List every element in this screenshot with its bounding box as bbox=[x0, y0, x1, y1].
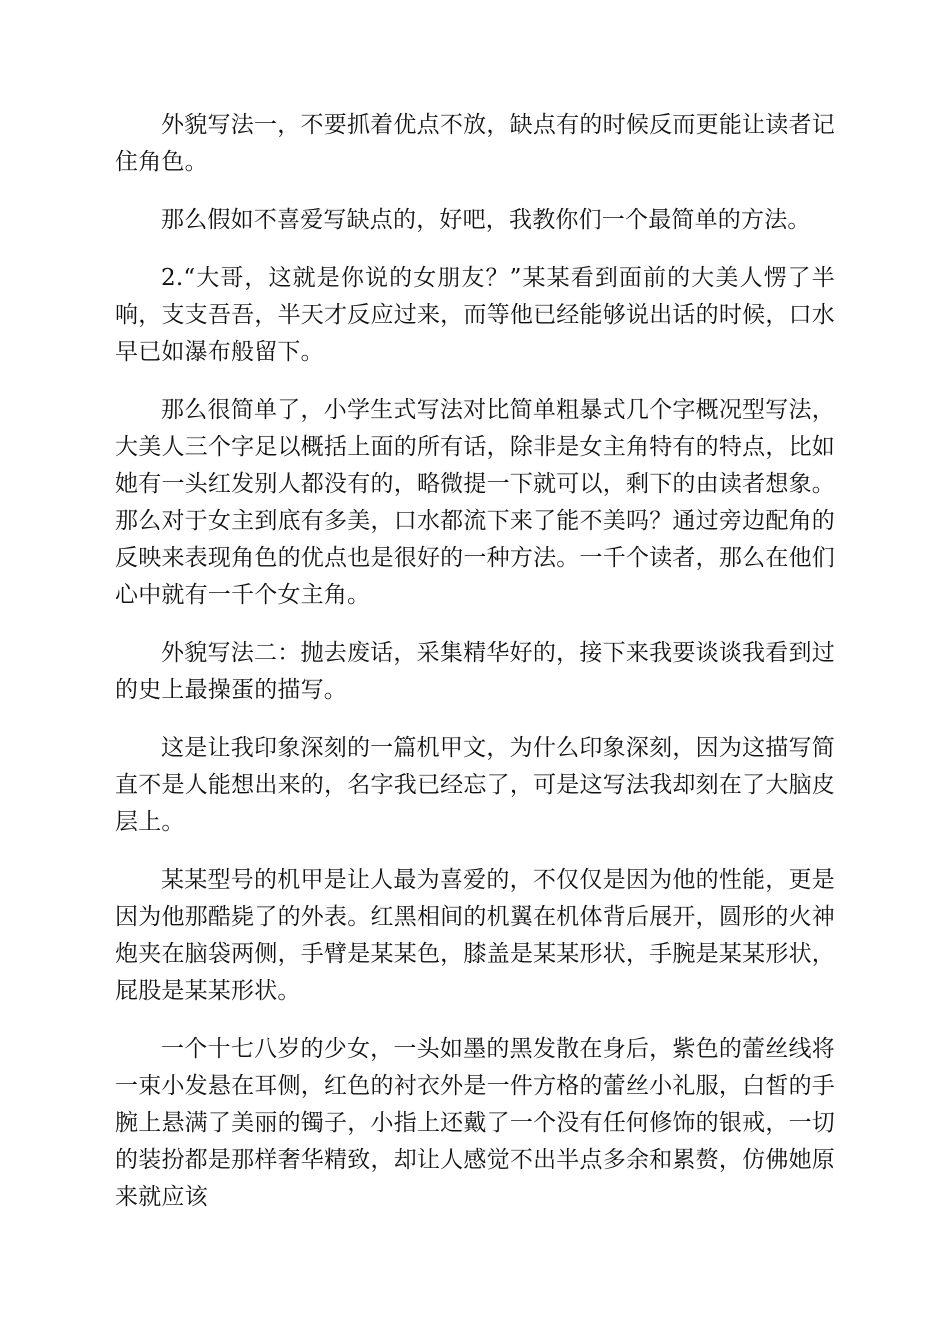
document-body bbox=[115, 107, 835, 1237]
paragraph: 2.“大哥，这就是你说的女朋友？”某某看到面前的大美人愣了半响，支支吾吾，半天才反应过来，而等他已经能够说出话的时候，口水早已如瀑布般留下。 bbox=[115, 265, 835, 365]
paragraph: 一个十七八岁的少女，一头如墨的黑发散在身后，紫色的蕾丝线将一束小发悬在耳侧，红色的衬衣外是一件方格的蕾丝小礼服，白皙的手腕上悬满了美丽的镯子，小指上还戴了一个没有任何修饰的银戒，一切的装扮都是那样奢华精致，却让人感觉不出半点多余和累赘，仿佛她原来就应该 bbox=[115, 1036, 835, 1210]
paragraph: 这是让我印象深刻的一篇机甲文，为什么印象深刻，因为这描写简直不是人能想出来的，名字我已经忘了，可是这写法我却刻在了大脑皮层上。 bbox=[115, 735, 835, 835]
paragraph: 外貌写法二：抛去废话，采集精华好的，接下来我要谈谈我看到过的史上最操蛋的描写。 bbox=[115, 640, 835, 703]
paragraph: 外貌写法一，不要抓着优点不放，缺点有的时候反而更能让读者记住角色。 bbox=[115, 112, 835, 175]
paragraph: 某某型号的机甲是让人最为喜爱的，不仅仅是因为他的性能，更是因为他那酷毙了的外表。红黑相间的机翼在机体背后展开，圆形的火神炮夹在脑袋两侧，手臂是某某色，膝盖是某某形状，手腕是某某形状，屁股是某某形状。 bbox=[115, 867, 835, 1004]
paragraph: 那么假如不喜爱写缺点的，好吧，我教你们一个最简单的方法。 bbox=[161, 207, 811, 233]
paragraph: 那么很简单了，小学生式写法对比简单粗暴式几个字概况型写法，大美人三个字足以概括上面的所有话，除非是女主角特有的特点，比如她有一头红发别人都没有的，略微提一下就可以，剩下的由读者想象。那么对于女主到底有多美，口水都流下来了能不美吗？通过旁边配角的反映来表现角色的优点也是很好的一种方法。一千个读者，那么在他们心中就有一千个女主角。 bbox=[115, 397, 835, 608]
